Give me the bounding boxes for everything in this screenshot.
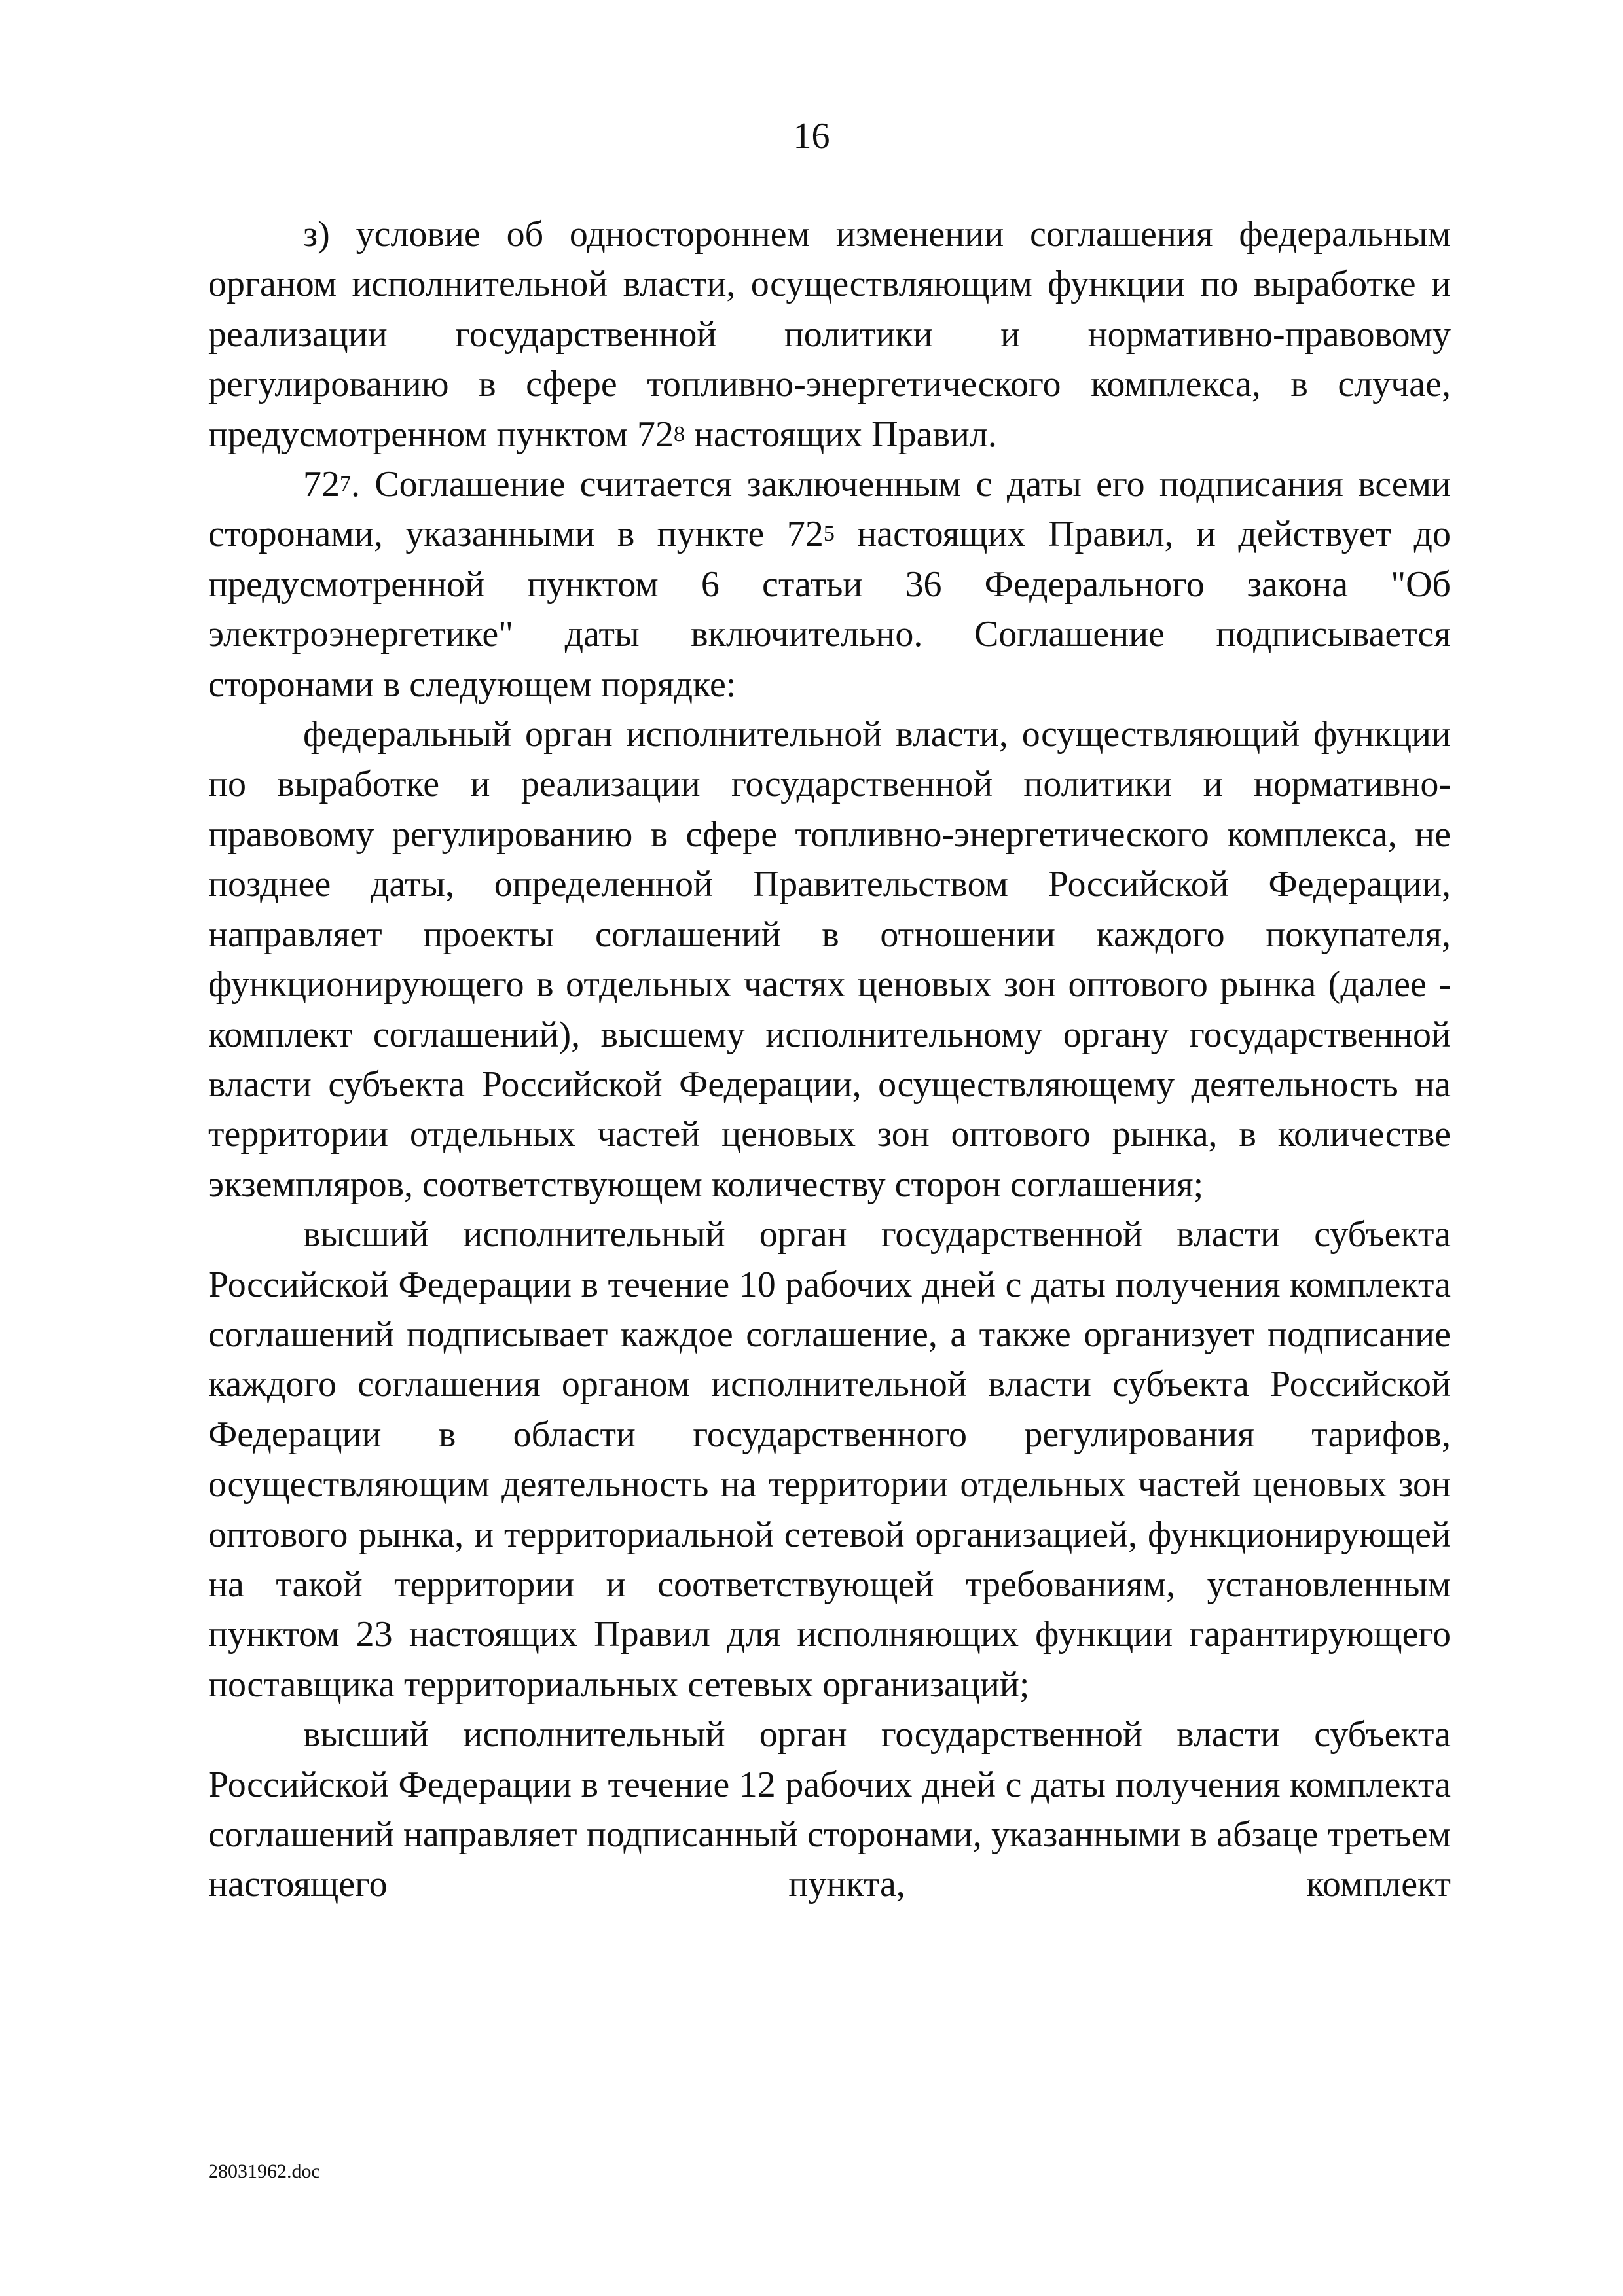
paragraph-text: з) условие об одностороннем изменении соглашения федеральным органом исполнительной власти, осуществляющим функции по выработке и реализации государственной политики и нормативно-правовому регулированию в сфере топливно-энергетического комплекса, в случае, предусмотренном пунктом 72 (208, 214, 1451, 455)
footer-filename: 28031962.doc (208, 2161, 320, 2182)
paragraph-regional-body-sending: высший исполнительный орган государственной власти субъекта Российской Федерации в течение 12 рабочих дней с даты получения комплекта соглашений направляет подписанный сторонами, указанными в абзаце третьем настоящего пункта, комплект (208, 1714, 1451, 1905)
paragraph-text: настоящих Правил. (684, 414, 997, 455)
paragraph-z (208, 209, 1451, 459)
paragraph-regional-body-signing: высший исполнительный орган государственной власти субъекта Российской Федерации в течение 10 рабочих дней с даты получения комплекта соглашений подписывает каждое соглашение, а также организует подписание каждого соглашения органом исполнительной власти субъекта Российской Федерации в области государственного регулирования тарифов, осуществляющим деятельность на территории отдельных частей ценовых зон оптового рынка, и территориальной сетевой организацией, функционирующей на такой территории и соответствующей требованиям, установленным пунктом 23 настоящих Правил для исполняющих функции гарантирующего поставщика территориальных сетевых организаций; (208, 1214, 1451, 1705)
paragraph-72-7 (208, 459, 1451, 709)
paragraph-text: . Соглашение считается заключенным с даты его подписания всеми сторонами, указанными в пункте 72 (208, 464, 1451, 555)
document-body (208, 209, 1451, 1910)
superscript: 8 (673, 422, 685, 446)
page-number: 16 (793, 116, 830, 156)
superscript: 7 (340, 472, 351, 497)
paragraph-federal-body: федеральный орган исполнительной власти, осуществляющий функции по выработке и реализации государственной политики и нормативно-правовому регулированию в сфере топливно-энергетического комплекса, не позднее даты, определенной Правительством Российской Федерации, направляет проекты соглашений в отношении каждого покупателя, функционирующего в отдельных частях ценовых зон оптового рынка (далее - комплект соглашений), высшему исполнительному органу государственной власти субъекта Российской Федерации, осуществляющему деятельность на территории отдельных частей ценовых зон оптового рынка, в количестве экземпляров, соответствующем количеству сторон соглашения; (208, 714, 1451, 1205)
superscript: 5 (823, 522, 835, 547)
paragraph-text: 72 (303, 464, 340, 505)
paragraph-text: настоящих Правил, и действует до предусмотренной пунктом 6 статьи 36 Федерального закона "Об электроэнергетике" даты включительно. Соглашение подписывается сторонами в следующем порядке: (208, 514, 1451, 705)
